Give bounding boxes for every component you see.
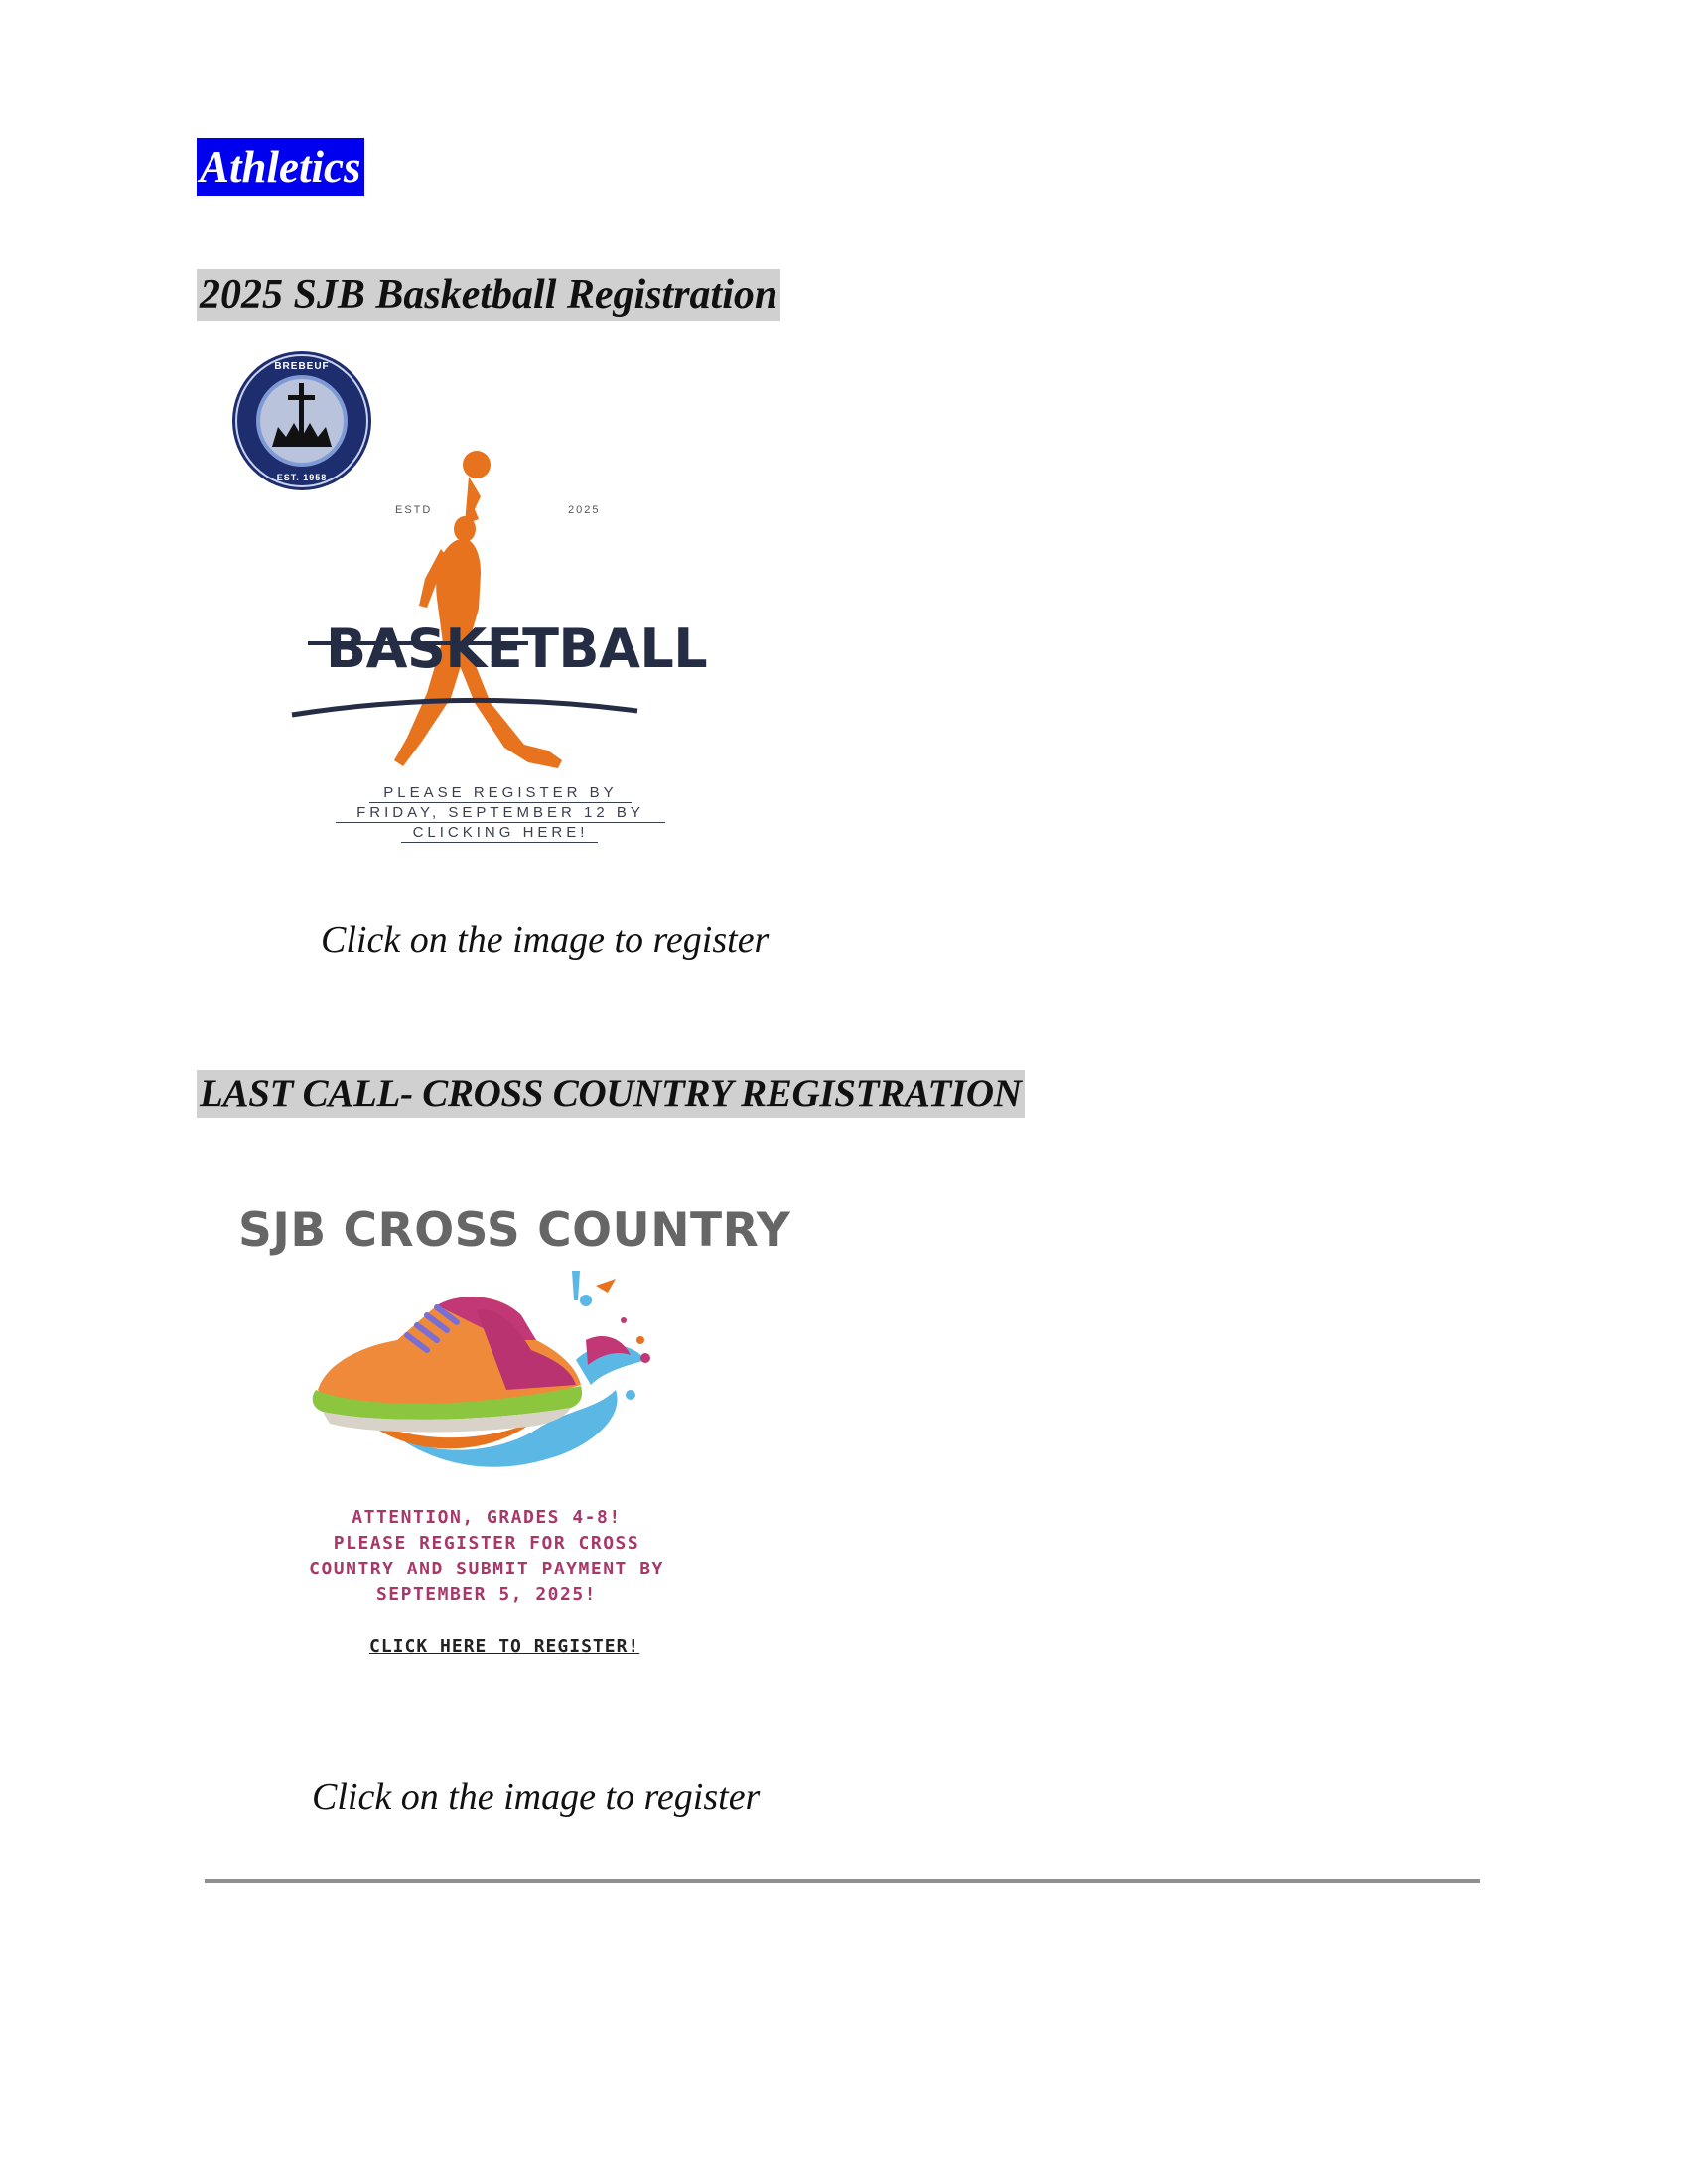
cross-country-attention-line-3: COUNTRY AND SUBMIT PAYMENT BY (309, 1559, 664, 1579)
cross-country-caption: Click on the image to register (312, 1776, 761, 1818)
cta-underline (369, 802, 632, 803)
svg-text:EST. 1958: EST. 1958 (276, 473, 328, 482)
section-title: Athletics (197, 138, 364, 196)
cross-country-attention-line-2: PLEASE REGISTER FOR CROSS (333, 1533, 640, 1554)
horizontal-divider (205, 1879, 1480, 1883)
cross-country-flyer-title: SJB CROSS COUNTRY (238, 1203, 791, 1258)
cross-country-attention-line-4: SEPTEMBER 5, 2025! (375, 1584, 598, 1605)
basketball-estd-label: ESTD (395, 504, 433, 516)
cta-underline (401, 842, 598, 843)
svg-text:BREBEUF: BREBEUF (274, 361, 330, 372)
cross-country-register-link[interactable]: CLICK HERE TO REGISTER! (369, 1636, 640, 1657)
basketball-year-label: 2025 (568, 504, 601, 516)
basketball-cta-line-3[interactable]: CLICKING HERE! (412, 824, 589, 841)
basketball-heading: 2025 SJB Basketball Registration (197, 269, 780, 321)
cta-underline (336, 822, 665, 823)
cross-country-heading: LAST CALL- CROSS COUNTRY REGISTRATION (197, 1070, 1025, 1118)
cross-country-registration-flyer[interactable] (238, 1191, 791, 1688)
school-seal-icon (230, 349, 373, 492)
running-shoe-icon (238, 1191, 791, 1688)
basketball-cta-line-2[interactable]: FRIDAY, SEPTEMBER 12 BY (356, 804, 644, 821)
cross-country-attention-line-1: ATTENTION, GRADES 4-8! (352, 1507, 622, 1528)
basketball-flyer-title: BASKETBALL (326, 617, 708, 680)
basketball-caption: Click on the image to register (321, 919, 770, 961)
basketball-cta-line-1[interactable]: PLEASE REGISTER BY (383, 784, 618, 801)
